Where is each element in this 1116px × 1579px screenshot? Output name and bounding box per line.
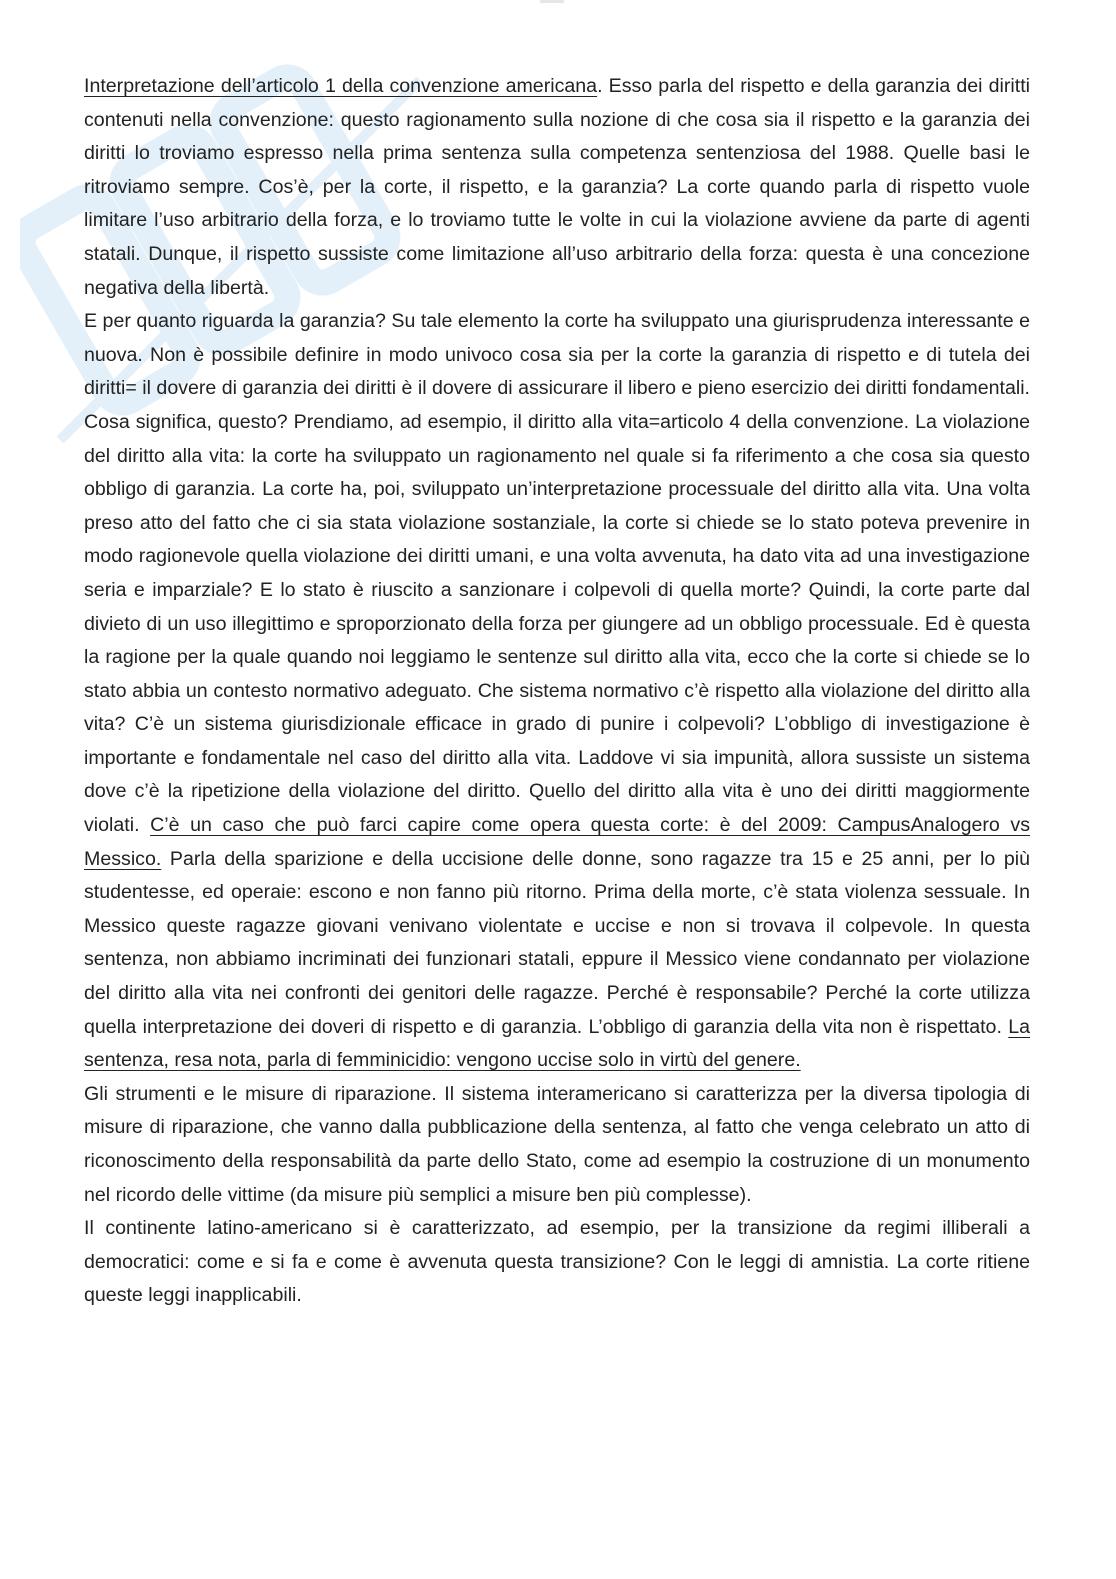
paragraph [84,1078,1030,1212]
paragraph [84,1212,1030,1313]
underlined-text: C’è un caso che può farci capire come opera questa corte: è del 2009: CampusAnalogero vs Messico. [84,814,1030,870]
underlined-text: La sentenza, resa nota, parla di femminicidio: vengono uccise solo in virtù del genere. [84,1015,1030,1072]
header-mark [540,0,564,3]
paragraph [84,305,1030,1078]
text-run: E per quanto riguarda la garanzia? Su tale elemento la corte ha sviluppato una giurisprudenza interessante e nuova. Non è possibile definire in modo univoco cosa sia per la corte la garanzia di rispetto e di tutela dei diritti= il dovere di garanzia dei diritti è il dovere di assicurare il libero e pieno esercizio dei diritti fondamentali. Cosa significa, questo? Prendiamo, ad esempio, il diritto alla vita=articolo 4 della convenzione. La violazione del diritto alla vita: la corte ha sviluppato un ragionamento nel quale si fa riferimento a che cosa sia questo obbligo di garanzia. La corte ha, poi, sviluppato un’interpretazione processuale del diritto alla vita. Una volta preso atto del fatto che ci sia stata violazione sostanziale, la corte si chiede se lo stato poteva prevenire in modo ragionevole quella violazione dei diritti umani, e una volta avvenuta, ha dato vita ad una investigazione seria e imparziale? E lo stato è riuscito a sanzionare i colpevoli di quella morte? Quindi, la corte parte dal divieto di un uso illegittimo e sproporzionato della forza per giungere ad un obbligo processuale. Ed è questa la ragione per la quale quando noi leggiamo le sentenze sul diritto alla vita, ecco che la corte si chiede se lo stato abbia un contesto normativo adeguato. Che sistema normativo c’è rispetto alla violazione del diritto alla vita? C’è un sistema giurisdizionale efficace in grado di punire i colpevoli? L’obbligo di investigazione è importante e fondamentale nel caso del diritto alla vita. Laddove vi sia impunità, allora sussiste un sistema dove c’è la ripetizione della violazione del diritto. Quello del diritto alla vita è uno dei diritti maggiormente violati. [84,310,1030,837]
document-body [84,70,1030,1313]
text-run: Il continente latino-americano si è caratterizzato, ad esempio, per la transizione da regimi illiberali a democratici: come e si fa e come è avvenuta questa transizione? Con le leggi di amnistia. La corte ritiene queste leggi inapplicabili. [84,1217,1030,1307]
underlined-text: Interpretazione dell’articolo 1 della convenzione americana [84,75,598,97]
paragraph [84,70,1030,305]
text-run: . Esso parla del rispetto e della garanzia dei diritti contenuti nella convenzione: questo ragionamento sulla nozione di che cosa sia il rispetto e la garanzia dei diritti lo troviamo espresso nella prima sentenza sulla competenza sentenziosa del 1988. Quelle basi le ritroviamo sempre. Cos’è, per la corte, il rispetto, e la garanzia? La corte quando parla di rispetto vuole limitare l’uso arbitrario della forza, e lo troviamo tutte le volte in cui la violazione avviene da parte di agenti statali. Dunque, il rispetto sussiste come limitazione all’uso arbitrario della forza: questa è una concezione negativa della libertà. [84,75,1030,299]
text-run: Parla della sparizione e della uccisione delle donne, sono ragazze tra 15 e 25 anni, per lo più studentesse, ed operaie: escono e non fanno più ritorno. Prima della morte, c’è stata violenza sessuale. In Messico queste ragazze giovani venivano violentate e uccise e non si trovava il colpevole. In questa sentenza, non abbiamo incriminati dei funzionari statali, eppure il Messico viene condannato per violazione del diritto alla vita nei confronti dei genitori delle ragazze. Perché è responsabile? Perché la corte utilizza quella interpretazione dei doveri di rispetto e di garanzia. L’obbligo di garanzia della vita non è rispettato. [84,847,1030,1038]
text-run: Gli strumenti e le misure di riparazione. Il sistema interamericano si caratterizza per la diversa tipologia di misure di riparazione, che vanno dalla pubblicazione della sentenza, al fatto che venga celebrato un atto di riconoscimento della responsabilità da parte dello Stato, come ad esempio la costruzione di un monumento nel ricordo delle vittime (da misure più semplici a misure ben più complesse). [84,1082,1030,1206]
